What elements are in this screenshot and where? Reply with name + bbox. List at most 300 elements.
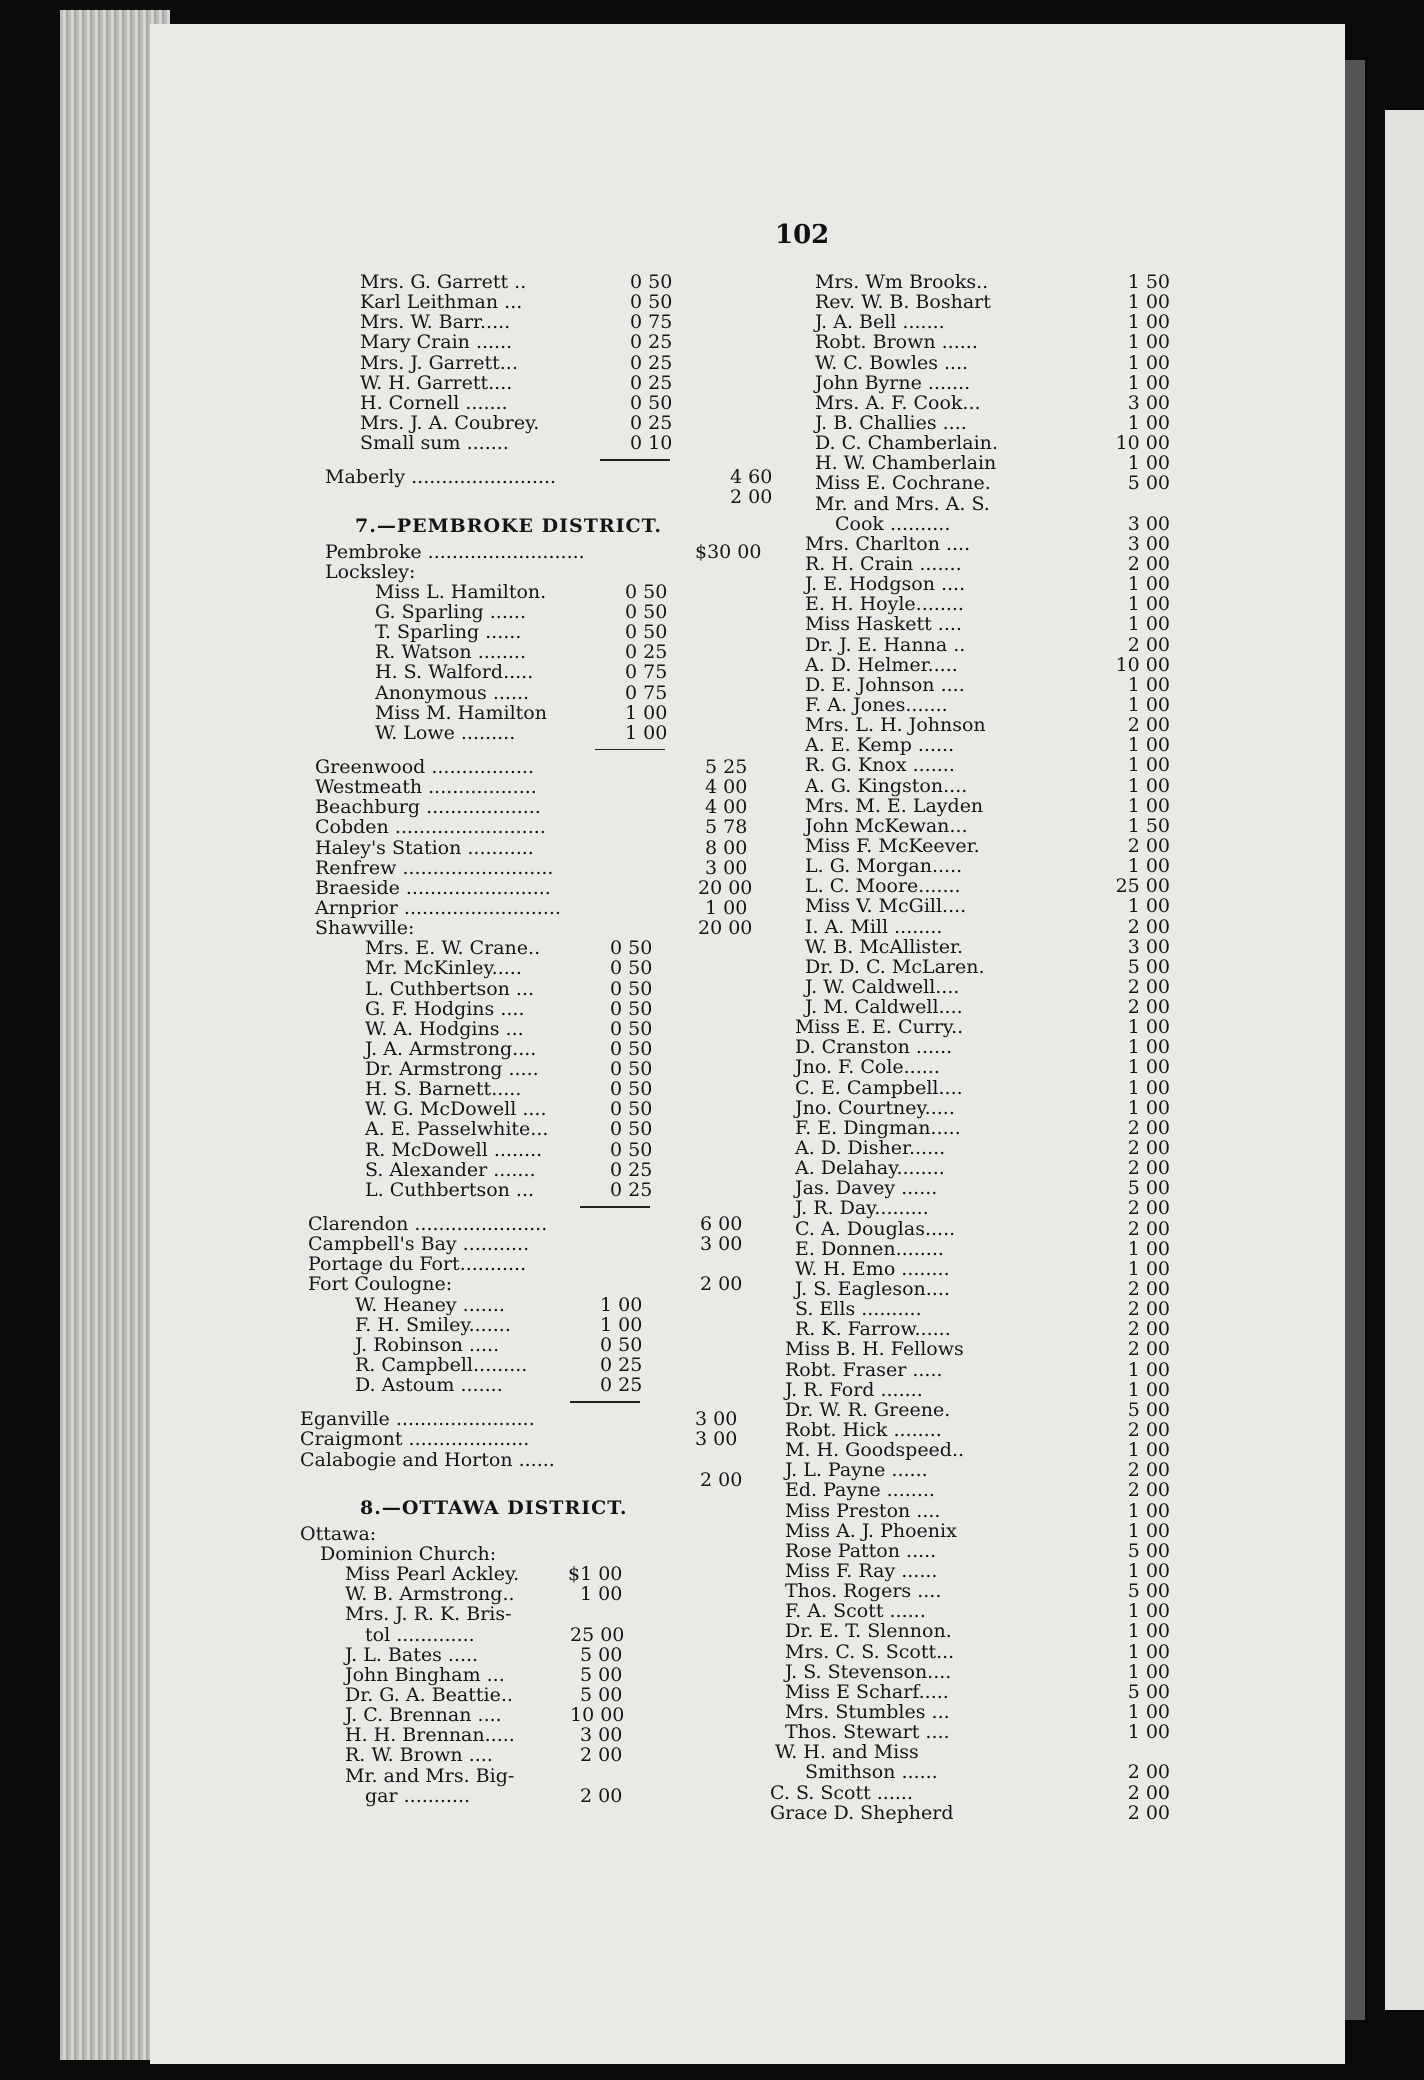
- donation-entry: [300, 292, 780, 312]
- donor-name: J. S. Stevenson....: [785, 1660, 952, 1683]
- donation-amount: 0 50: [610, 957, 653, 980]
- donor-name: Locksley:: [325, 560, 416, 583]
- donation-amount: 1 00: [1127, 855, 1170, 878]
- donation-entry: [300, 487, 780, 507]
- donation-amount: 1 50: [1127, 271, 1170, 293]
- donor-name: Dr. G. A. Beattie..: [345, 1684, 513, 1706]
- donation-amount: 1 00: [1127, 673, 1170, 696]
- donor-name: Mrs. J. A. Coubrey.: [360, 411, 540, 434]
- donation-entry: [805, 653, 1170, 676]
- donation-entry: [815, 413, 1170, 433]
- donor-name: Miss B. H. Fellows: [785, 1338, 964, 1361]
- donor-name: D. E. Johnson ....: [805, 673, 965, 696]
- donation-amount: 0 50: [610, 1017, 653, 1040]
- donor-name: J. M. Caldwell....: [805, 996, 963, 1019]
- donation-entry: [805, 754, 1170, 777]
- donation-entry: [300, 958, 780, 978]
- donation-entry: [300, 683, 780, 703]
- donor-name: J. L. Bates .....: [345, 1643, 479, 1666]
- donation-amount: 1 00: [1127, 895, 1170, 918]
- donation-entry: [795, 1257, 1170, 1280]
- donation-amount: 0 50: [625, 621, 668, 644]
- donation-amount: 0 25: [600, 1354, 643, 1377]
- donor-name: R. McDowell ........: [365, 1138, 543, 1161]
- donation-amount: 1 00: [1127, 1439, 1170, 1462]
- donation-entry: [795, 1217, 1170, 1240]
- donor-name: R. Watson ........: [375, 641, 527, 664]
- donor-name: T. Sparling ......: [375, 621, 522, 644]
- donation-amount: 1 00: [1127, 1378, 1170, 1401]
- donation-amount: 1 00: [1127, 351, 1170, 374]
- donation-amount: 0 50: [610, 1138, 653, 1161]
- subtotal-rule: [300, 1200, 780, 1214]
- donor-name: Eganville .......................: [300, 1408, 535, 1431]
- donation-entry: [300, 1786, 780, 1806]
- donation-amount: 0 50: [610, 937, 653, 960]
- donation-amount: 5 78: [705, 816, 748, 839]
- donation-amount: 2 00: [1127, 714, 1170, 737]
- donor-name: Miss M. Hamilton: [375, 701, 547, 724]
- donation-entry: [805, 895, 1170, 918]
- donation-amount: 2 00: [1127, 552, 1170, 575]
- donor-name: W. A. Hodgins ...: [365, 1017, 524, 1040]
- donation-entry: [805, 875, 1170, 898]
- facing-page-edge: [1385, 110, 1424, 2010]
- donation-entry: [300, 1470, 780, 1490]
- donation-entry: [300, 353, 780, 373]
- donor-name: F. H. Smiley.......: [355, 1313, 511, 1336]
- donation-amount: 0 50: [610, 1118, 653, 1141]
- donor-name: Cook ..........: [835, 512, 951, 535]
- donor-name: R. H. Crain .......: [805, 552, 962, 575]
- donation-amount: 2 00: [580, 1744, 623, 1767]
- subtotal-rule: [300, 743, 780, 757]
- donation-amount: 3 00: [695, 1408, 738, 1431]
- donation-amount: 2 00: [1127, 1318, 1170, 1341]
- donor-name: Mr. McKinley.....: [365, 957, 522, 980]
- donation-entry: [300, 1705, 780, 1725]
- donor-name: Pembroke ..........................: [325, 540, 585, 563]
- donation-amount: 4 60: [730, 466, 773, 489]
- donation-entry: [300, 898, 780, 918]
- donor-name: C. A. Douglas.....: [795, 1217, 956, 1240]
- donation-entry: [300, 1564, 780, 1584]
- donor-name: Ottawa:: [300, 1522, 377, 1545]
- district-heading-text: 7.—PEMBROKE DISTRICT.: [355, 514, 662, 537]
- donation-entry: [805, 975, 1170, 998]
- donation-entry: [785, 1439, 1170, 1462]
- donation-entry: [300, 1315, 780, 1335]
- donor-name: J. A. Bell .......: [815, 311, 945, 334]
- donation-entry: [300, 393, 780, 413]
- donation-entry: [795, 1056, 1170, 1079]
- donor-name: R. G. Knox .......: [805, 754, 955, 777]
- donation-entry: [300, 1180, 780, 1200]
- donation-entry: [300, 817, 780, 837]
- donation-entry: [785, 1419, 1170, 1442]
- donation-amount: 3 00: [700, 1233, 743, 1256]
- donor-name: Miss Preston ....: [785, 1499, 941, 1522]
- donation-entry: [815, 312, 1170, 332]
- donation-amount: 1 00: [1127, 693, 1170, 716]
- donation-entry: [805, 955, 1170, 978]
- donation-entry: [300, 1544, 780, 1564]
- donor-name: Miss E Scharf.....: [785, 1680, 949, 1703]
- donor-name: J. R. Day.........: [795, 1197, 929, 1220]
- donation-entry: [785, 1640, 1170, 1663]
- donor-name: L. Cuthbertson ...: [365, 1178, 535, 1201]
- donor-name: Miss Haskett ....: [805, 613, 962, 636]
- donation-entry: [795, 1197, 1170, 1220]
- donation-amount: 1 00: [1127, 754, 1170, 777]
- donor-name: Jno. Courtney.....: [795, 1096, 955, 1119]
- donation-entry: [300, 602, 780, 622]
- donation-amount: 0 75: [625, 661, 668, 684]
- donation-entry: [770, 1781, 1170, 1804]
- donation-amount: 5 25: [705, 755, 748, 778]
- donation-amount: 2 00: [700, 1273, 743, 1296]
- donation-entry: [300, 979, 780, 999]
- donor-name: John McKewan...: [805, 814, 968, 837]
- donor-name: Miss F. McKeever.: [805, 834, 980, 857]
- donation-entry: [300, 467, 780, 487]
- donation-amount: 5 00: [1127, 1398, 1170, 1421]
- donor-name: M. H. Goodspeed..: [785, 1439, 965, 1462]
- donation-amount: 0 50: [610, 1058, 653, 1081]
- donor-name: J. S. Eagleson....: [795, 1278, 950, 1301]
- donation-amount: 3 00: [1127, 532, 1170, 555]
- donor-name: Mrs. L. H. Johnson: [805, 714, 986, 737]
- donation-amount: 1 00: [1127, 411, 1170, 434]
- donation-entry: [805, 935, 1170, 958]
- donor-name: Dominion Church:: [320, 1543, 497, 1566]
- donor-name: Mrs. M. E. Layden: [805, 794, 984, 817]
- donation-amount: 1 00: [625, 721, 668, 744]
- donation-entry: [805, 855, 1170, 878]
- donation-amount: 1 00: [1127, 774, 1170, 797]
- donation-entry: [300, 703, 780, 723]
- donation-entry: [805, 532, 1170, 555]
- donation-entry: [300, 1119, 780, 1139]
- donation-entry: [300, 542, 780, 562]
- donation-amount: 1 00: [1127, 331, 1170, 354]
- donation-amount: 1 00: [1127, 1519, 1170, 1542]
- donor-name: Mary Crain ......: [360, 331, 513, 354]
- donation-entry: [300, 272, 780, 292]
- donation-amount: 3 00: [1127, 512, 1170, 535]
- donation-entry: [300, 1355, 780, 1375]
- donation-amount: 0 25: [600, 1374, 643, 1397]
- district-heading: [300, 1490, 780, 1524]
- donor-name: Fort Coulogne:: [308, 1273, 453, 1296]
- donation-amount: 1 00: [1127, 613, 1170, 636]
- donor-name: H. Cornell .......: [360, 391, 508, 414]
- donation-entry: [300, 642, 780, 662]
- donor-name: L. C. Moore.......: [805, 875, 961, 898]
- donation-entry: [300, 999, 780, 1019]
- district-heading-text: 8.—OTTAWA DISTRICT.: [360, 1496, 628, 1519]
- donation-entry: [300, 1604, 780, 1624]
- donor-name: J. W. Caldwell....: [805, 975, 960, 998]
- donation-entry: [785, 1620, 1170, 1643]
- donor-name: Braeside ........................: [315, 876, 551, 899]
- donation-entry: [795, 1298, 1170, 1321]
- donation-amount: 0 25: [630, 351, 673, 374]
- donation-entry: [300, 1625, 780, 1645]
- donation-entry: [805, 1761, 1170, 1784]
- donor-name: Miss E. Cochrane.: [815, 472, 991, 495]
- donor-name: H. S. Barnett.....: [365, 1078, 522, 1101]
- donation-amount: 0 50: [610, 1098, 653, 1121]
- donation-amount: 1 00: [625, 701, 668, 724]
- donor-name: Haley's Station ...........: [315, 836, 534, 859]
- donation-entry: [785, 1398, 1170, 1421]
- donor-name: J. E. Hodgson ....: [805, 573, 966, 596]
- donation-amount: 0 50: [610, 1078, 653, 1101]
- donation-entry: [805, 714, 1170, 737]
- donation-amount: 6 00: [700, 1213, 743, 1236]
- donor-name: F. E. Dingman.....: [795, 1116, 961, 1139]
- donation-entry: [300, 1524, 780, 1544]
- donation-entry: [795, 1318, 1170, 1341]
- donor-name: S. Ells ..........: [795, 1298, 922, 1321]
- donation-amount: 2 00: [1127, 834, 1170, 857]
- donor-name: W. B. Armstrong..: [345, 1583, 515, 1606]
- donation-entry: [795, 1157, 1170, 1180]
- donor-name: W. B. McAllister.: [805, 935, 964, 958]
- donation-entry: [300, 1079, 780, 1099]
- donor-name: A. D. Disher......: [795, 1137, 946, 1160]
- donation-amount: 3 00: [1127, 391, 1170, 414]
- donor-name: Robt. Fraser .....: [785, 1358, 943, 1381]
- donation-amount: 2 00: [1127, 1479, 1170, 1502]
- donor-name: Mrs. G. Garrett ..: [360, 271, 527, 293]
- donation-entry: [300, 1234, 780, 1254]
- donation-amount: $1 00: [568, 1563, 623, 1586]
- donor-name: Robt. Brown ......: [815, 331, 978, 354]
- donation-amount: 0 75: [625, 681, 668, 704]
- donation-entry: [300, 312, 780, 332]
- donor-name: Mrs. Stumbles ...: [785, 1700, 950, 1723]
- donor-name: Dr. E. T. Slennon.: [785, 1620, 952, 1643]
- donor-name: Clarendon ......................: [308, 1213, 548, 1236]
- donor-name: J. C. Brennan ....: [345, 1704, 502, 1727]
- donor-name: Smithson ......: [805, 1761, 938, 1784]
- donor-name: W. Heaney .......: [355, 1293, 505, 1316]
- donation-entry: [785, 1660, 1170, 1683]
- donor-name: Ed. Payne ........: [785, 1479, 935, 1502]
- donor-name: Jno. F. Cole......: [795, 1056, 940, 1079]
- donor-name: G. Sparling ......: [375, 600, 526, 623]
- donation-entry: [805, 814, 1170, 837]
- donor-name: Miss Pearl Ackley.: [345, 1563, 520, 1586]
- donation-entry: [300, 622, 780, 642]
- donation-amount: 2 00: [1127, 1197, 1170, 1220]
- donor-name: Miss F. Ray ......: [785, 1560, 938, 1582]
- donor-name: Miss L. Hamilton.: [375, 580, 547, 603]
- donation-entry: [785, 1459, 1170, 1482]
- donation-entry: [300, 662, 780, 682]
- donation-entry: [785, 1580, 1170, 1603]
- donor-name: Campbell's Bay ...........: [308, 1233, 530, 1256]
- donor-name: A. D. Helmer.....: [805, 653, 958, 676]
- donor-name: D. Astoum .......: [355, 1374, 503, 1397]
- donation-entry: [805, 834, 1170, 857]
- donor-name: F. A. Scott ......: [785, 1600, 926, 1623]
- donor-name: H. W. Chamberlain: [815, 452, 997, 475]
- donor-name: J. B. Challies ....: [815, 411, 967, 434]
- donation-amount: 1 00: [1127, 1600, 1170, 1623]
- donation-amount: 1 00: [600, 1313, 643, 1336]
- donation-entry: [815, 272, 1170, 292]
- donation-amount: 2 00: [1127, 1419, 1170, 1442]
- donor-name: H. S. Walford.....: [375, 661, 534, 684]
- donor-name: Maberly ........................: [325, 466, 557, 489]
- donation-amount: 5 00: [580, 1684, 623, 1706]
- donation-entry: [300, 797, 780, 817]
- donation-entry: [300, 1059, 780, 1079]
- donation-entry: [795, 1177, 1170, 1200]
- donation-entry: [300, 918, 780, 938]
- donation-entry: [785, 1700, 1170, 1723]
- donation-amount: 3 00: [1127, 935, 1170, 958]
- donor-name: Shawville:: [315, 917, 415, 940]
- donor-name: A. E. Passelwhite...: [365, 1118, 549, 1141]
- donation-entry: [805, 673, 1170, 696]
- donation-amount: 1 00: [1127, 1358, 1170, 1381]
- donation-amount: 4 00: [705, 776, 748, 799]
- donation-entry: [805, 593, 1170, 616]
- donor-name: Arnprior ..........................: [315, 896, 561, 919]
- donor-name: A. Delahay........: [795, 1157, 945, 1180]
- donation-entry: [300, 1375, 780, 1395]
- donation-amount: 10 00: [1115, 653, 1170, 676]
- donation-amount: 2 00: [1127, 975, 1170, 998]
- donor-name: Mrs. W. Barr.....: [360, 311, 511, 334]
- right-column: [770, 271, 1170, 1824]
- donation-amount: 5 00: [580, 1643, 623, 1666]
- donor-name: John Bingham ...: [345, 1663, 505, 1686]
- donor-name: W. H. Garrett....: [360, 371, 513, 394]
- donor-name: Portage du Fort...........: [308, 1253, 527, 1276]
- donation-amount: 20 00: [698, 876, 753, 899]
- donor-name: S. Alexander .......: [365, 1158, 536, 1181]
- donation-entry: [300, 1160, 780, 1180]
- donation-amount: 1 00: [1127, 1620, 1170, 1643]
- donation-entry: [300, 332, 780, 352]
- donation-amount: 5 00: [1127, 1680, 1170, 1703]
- donor-name: Dr. Armstrong .....: [365, 1058, 539, 1081]
- donor-name: Westmeath ..................: [315, 776, 537, 799]
- donation-entry: [795, 1116, 1170, 1139]
- donation-entry: [795, 1016, 1170, 1039]
- donation-amount: 2 00: [1127, 1298, 1170, 1321]
- donation-amount: 5 00: [1127, 955, 1170, 978]
- donation-amount: 2 00: [1127, 1278, 1170, 1301]
- donor-name: Dr. J. E. Hanna ..: [805, 633, 966, 656]
- donation-amount: 2 00: [1127, 996, 1170, 1019]
- donor-name: Robt. Hick ........: [785, 1419, 942, 1442]
- donation-amount: 2 00: [1127, 915, 1170, 938]
- donation-entry: [785, 1358, 1170, 1381]
- donation-entry: [300, 1019, 780, 1039]
- donation-amount: 0 25: [630, 331, 673, 354]
- donor-name: Small sum .......: [360, 432, 509, 455]
- left-column: [300, 272, 780, 1806]
- donation-amount: 1 00: [705, 896, 748, 919]
- donation-entry: [805, 794, 1170, 817]
- donation-entry: [300, 433, 780, 453]
- donation-entry: [795, 1076, 1170, 1099]
- donation-amount: 25 00: [1115, 875, 1170, 898]
- donor-name: A. E. Kemp ......: [805, 734, 955, 757]
- donor-name: E. Donnen........: [795, 1237, 944, 1260]
- donor-name: J. R. Ford .......: [785, 1378, 923, 1401]
- donation-entry: [815, 393, 1170, 413]
- donation-entry: [785, 1600, 1170, 1623]
- donation-entry: [805, 573, 1170, 596]
- donor-name: tol .............: [365, 1623, 475, 1646]
- donor-name: Greenwood .................: [315, 755, 535, 778]
- donation-entry: [300, 858, 780, 878]
- donation-entry: [300, 777, 780, 797]
- donation-entry: [785, 1680, 1170, 1703]
- donation-amount: 1 50: [1127, 814, 1170, 837]
- donation-entry: [795, 1137, 1170, 1160]
- donor-name: L. G. Morgan.....: [805, 855, 963, 878]
- donation-entry: [815, 514, 1170, 534]
- donation-entry: [300, 1745, 780, 1765]
- donor-name: E. H. Hoyle........: [805, 593, 964, 616]
- donation-amount: 5 00: [1127, 1177, 1170, 1200]
- donation-amount: 5 00: [1127, 1539, 1170, 1562]
- donation-entry: [805, 774, 1170, 797]
- donor-name: Rose Patton .....: [785, 1539, 937, 1562]
- donation-entry: [805, 552, 1170, 575]
- donation-amount: 0 50: [610, 1037, 653, 1060]
- donation-entry: [300, 582, 780, 602]
- donation-amount: 1 00: [1127, 794, 1170, 817]
- donation-entry: [795, 1036, 1170, 1059]
- donation-entry: [815, 473, 1170, 493]
- donor-name: F. A. Jones.......: [805, 693, 948, 716]
- donation-entry: [815, 292, 1170, 312]
- donation-amount: 25 00: [570, 1623, 625, 1646]
- donation-amount: 2 00: [1127, 1781, 1170, 1804]
- donation-amount: 1 00: [580, 1583, 623, 1606]
- donation-amount: 2 00: [1127, 1801, 1170, 1824]
- donation-entry: [815, 433, 1170, 453]
- donation-entry: [815, 332, 1170, 352]
- donor-name: G. F. Hodgins ....: [365, 997, 525, 1020]
- donation-amount: 1 00: [1127, 1499, 1170, 1522]
- donation-amount: 3 00: [695, 1428, 738, 1451]
- donation-entry: [785, 1479, 1170, 1502]
- donation-amount: 0 50: [610, 977, 653, 1000]
- donation-entry: [300, 1214, 780, 1234]
- donor-name: Rev. W. B. Boshart: [815, 291, 991, 314]
- donor-name: D. C. Chamberlain.: [815, 432, 998, 455]
- donation-amount: 5 00: [580, 1663, 623, 1686]
- donation-amount: 1 00: [1127, 371, 1170, 394]
- donor-name: Miss V. McGill....: [805, 895, 967, 918]
- donation-amount: 3 00: [580, 1724, 623, 1747]
- donation-amount: 2 00: [1127, 1137, 1170, 1160]
- donation-amount: 0 75: [630, 311, 673, 334]
- donor-name: W. G. McDowell ....: [365, 1098, 547, 1121]
- donation-amount: 2 00: [700, 1468, 743, 1491]
- donation-amount: 2 00: [1127, 1761, 1170, 1784]
